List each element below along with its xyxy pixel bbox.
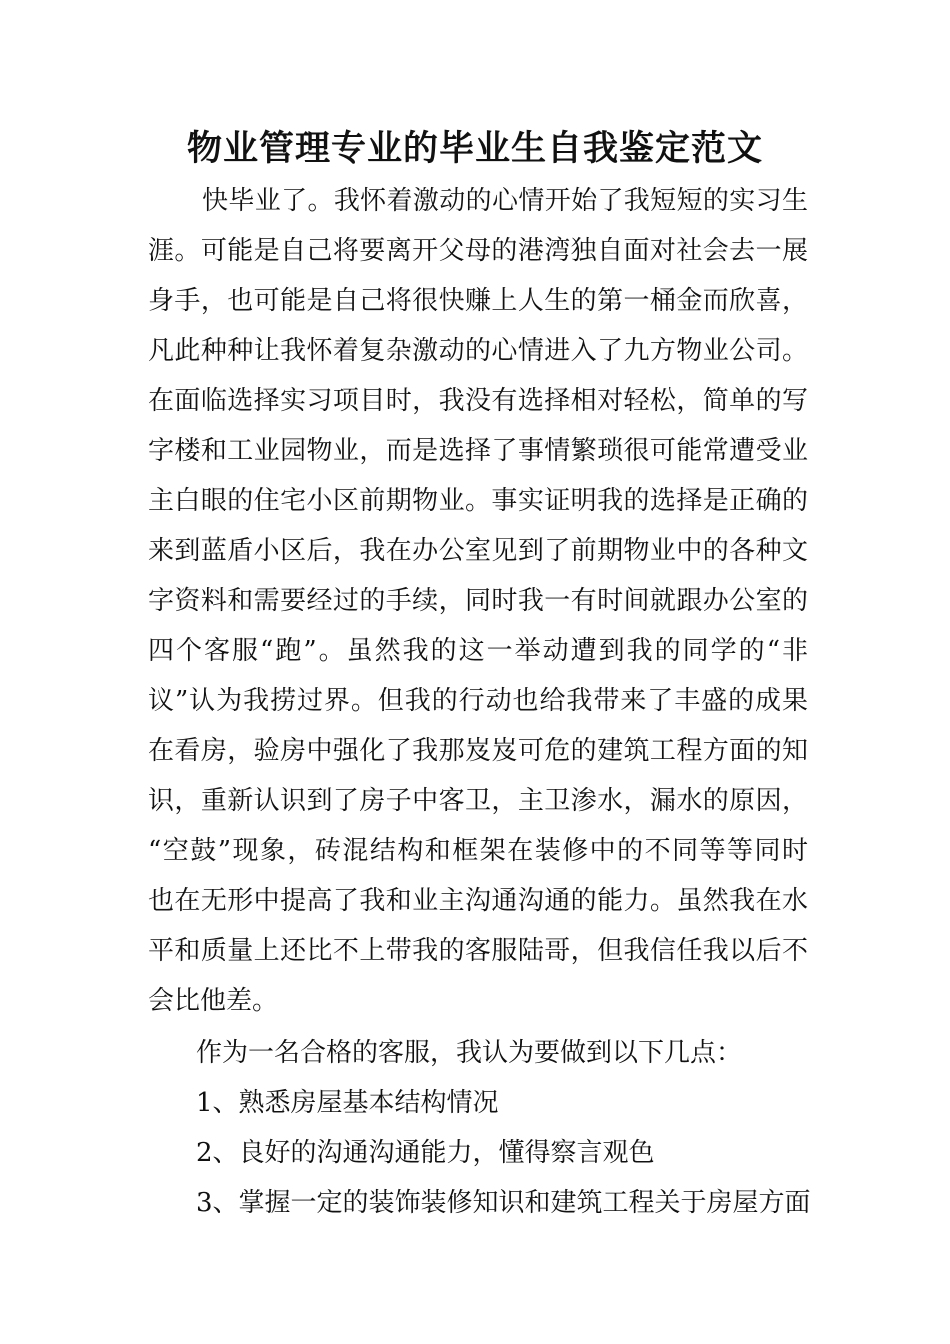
paragraph-line: 识，重新认识到了房子中客卫，主卫渗水，漏水的原因， <box>148 786 808 816</box>
document-title: 物业管理专业的毕业生自我鉴定范文 <box>186 129 763 169</box>
paragraph-line: 议”认为我捞过界。但我的行动也给我带来了丰盛的成果 <box>148 686 808 716</box>
paragraph-line: 字楼和工业园物业，而是选择了事情繁琐很可能常遭受业 <box>148 436 808 466</box>
paragraph-line: 凡此种种让我怀着复杂激动的心情进入了九方物业公司。 <box>148 336 808 366</box>
paragraph-line: 涯。可能是自己将要离开父母的港湾独自面对社会去一展 <box>148 236 808 266</box>
paragraph-line: “空鼓”现象，砖混结构和框架在装修中的不同等等同时 <box>148 836 808 866</box>
paragraph-line: 会比他差。 <box>148 986 279 1016</box>
list-item: 3、掌握一定的装饰装修知识和建筑工程关于房屋方面 <box>196 1188 811 1218</box>
paragraph-2: 作为一名合格的客服，我认为要做到以下几点： <box>196 1038 743 1068</box>
paragraph-line: 平和质量上还比不上带我的客服陆哥，但我信任我以后不 <box>148 936 808 966</box>
paragraph-line: 也在无形中提高了我和业主沟通沟通的能力。虽然我在水 <box>148 886 808 916</box>
paragraph-line: 四个客服“跑”。虽然我的这一举动遭到我的同学的“非 <box>148 636 808 666</box>
paragraph-line: 快毕业了。我怀着激动的心情开始了我短短的实习生 <box>202 186 808 216</box>
paragraph-line: 字资料和需要经过的手续，同时我一有时间就跟办公室的 <box>148 586 808 616</box>
paragraph-line: 在看房，验房中强化了我那岌岌可危的建筑工程方面的知 <box>148 736 808 766</box>
paragraph-line: 在面临选择实习项目时，我没有选择相对轻松，简单的写 <box>148 386 808 416</box>
paragraph-line: 主白眼的住宅小区前期物业。事实证明我的选择是正确的 <box>148 486 808 516</box>
list-item: 1、熟悉房屋基本结构情况 <box>196 1088 499 1118</box>
list-item: 2、良好的沟通沟通能力，懂得察言观色 <box>196 1138 655 1168</box>
paragraph-line: 身手，也可能是自己将很快赚上人生的第一桶金而欣喜， <box>148 286 808 316</box>
paragraph-line: 来到蓝盾小区后，我在办公室见到了前期物业中的各种文 <box>148 536 808 566</box>
